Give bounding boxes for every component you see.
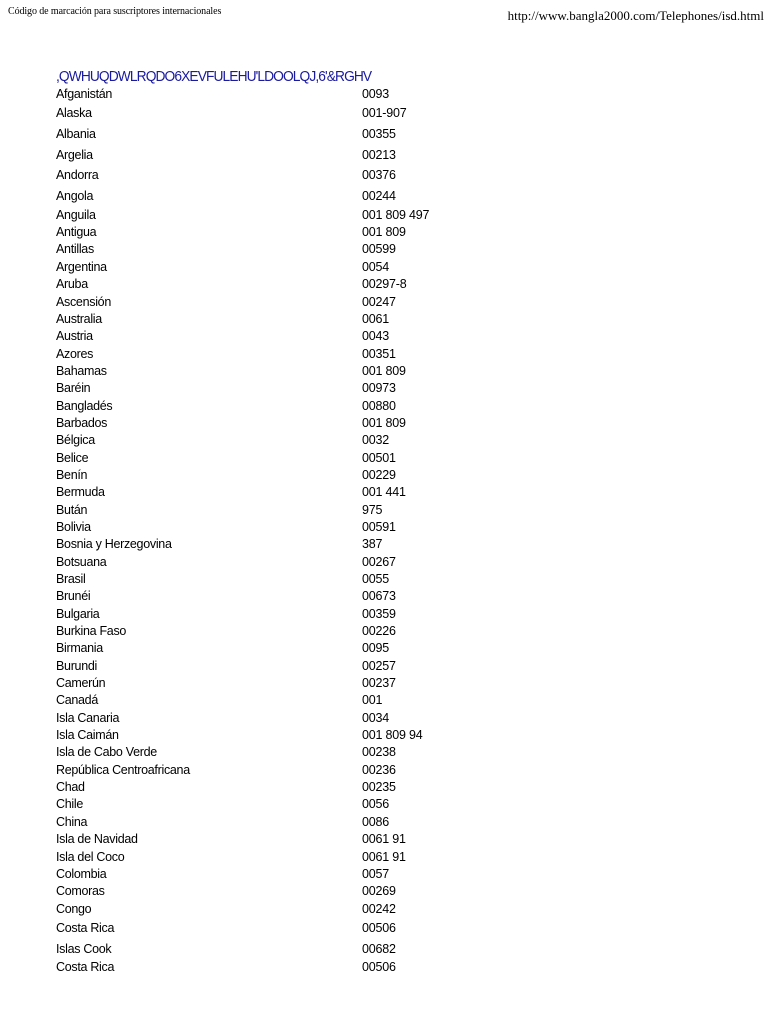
table-row: [56, 363, 516, 380]
country-name: Burkina Faso: [56, 624, 127, 639]
table-row: [56, 165, 516, 186]
table-row: [56, 849, 516, 866]
country-name: Antillas: [56, 242, 94, 257]
table-row: [56, 380, 516, 397]
dialing-code: 00506: [362, 960, 396, 975]
country-name: Alaska: [56, 106, 92, 121]
dialing-code: 0056: [362, 797, 390, 812]
table-row: [56, 311, 516, 328]
dialing-code: 0057: [362, 866, 390, 881]
country-name: Isla Caimán: [56, 728, 119, 743]
table-row: [56, 623, 516, 640]
country-name: Bosnia y Herzegovina: [56, 537, 172, 552]
table-row: [56, 502, 516, 519]
dialing-code: 00506: [362, 920, 396, 935]
country-name: Bahamas: [56, 363, 107, 378]
dialing-code: 0043: [362, 329, 390, 344]
table-row: [56, 883, 516, 900]
country-name: Aruba: [56, 277, 88, 292]
table-row: [56, 779, 516, 796]
table-row: [56, 450, 516, 467]
dialing-code: 001 809: [362, 415, 406, 430]
table-row: [56, 901, 516, 918]
source-url: http://www.bangla2000.com/Telephones/isd.html: [507, 8, 764, 23]
table-row: [56, 866, 516, 883]
dialing-code: 00242: [362, 901, 396, 916]
table-row: [56, 124, 516, 145]
dialing-code: 00213: [362, 147, 396, 162]
dialing-code: 00226: [362, 624, 396, 639]
country-name: Afganistán: [56, 87, 113, 101]
table-row: [56, 415, 516, 432]
table-row: [56, 103, 516, 124]
table-row: [56, 762, 516, 779]
page-heading: ,QWHUQDWLRQDO6XEVFULEHU'LDOOLQJ,6'&RGHV: [56, 68, 372, 85]
table-row: [56, 484, 516, 501]
dialing-code: 00599: [362, 242, 396, 257]
table-row: [56, 692, 516, 709]
country-name: Canadá: [56, 693, 98, 708]
dialing-code: 0093: [362, 87, 390, 101]
table-row: [56, 145, 516, 166]
dialing-code: 0055: [362, 572, 390, 586]
country-name: Brunéi: [56, 589, 91, 604]
dialing-code: 00359: [362, 606, 396, 621]
table-row: [56, 186, 516, 207]
country-name: Australia: [56, 311, 102, 326]
country-name: Bolivia: [56, 519, 91, 534]
country-name: Birmania: [56, 641, 103, 656]
country-name: Costa Rica: [56, 920, 115, 935]
country-name: Antigua: [56, 225, 97, 240]
dialing-code: 001 809 497: [362, 207, 430, 222]
country-name: Costa Rica: [56, 960, 115, 975]
table-row: [56, 259, 516, 276]
document-title: Código de marcación para suscriptores internacionales: [8, 6, 222, 17]
dialing-code: 001-907: [362, 106, 407, 121]
country-name: Angola: [56, 189, 94, 204]
country-name: Argentina: [56, 259, 107, 274]
country-name: Comoras: [56, 884, 105, 899]
table-row: [56, 658, 516, 675]
table-row: [56, 467, 516, 484]
table-row: [56, 606, 516, 623]
dialing-code: 00257: [362, 658, 396, 673]
table-row: [56, 294, 516, 311]
table-row: [56, 727, 516, 744]
dialing-code: 00682: [362, 941, 396, 956]
table-row: [56, 224, 516, 241]
country-name: Baréin: [56, 381, 91, 396]
country-name: Isla del Coco: [56, 849, 125, 864]
country-name: Chile: [56, 797, 83, 812]
country-name: Colombia: [56, 866, 107, 881]
country-name: República Centroafricana: [56, 762, 190, 777]
dialing-code: 0032: [362, 433, 390, 448]
dialing-code: 0095: [362, 641, 390, 656]
table-row: [56, 675, 516, 692]
country-name: Bélgica: [56, 433, 95, 448]
dialing-code: 00238: [362, 745, 396, 760]
country-name: Benín: [56, 467, 88, 482]
country-name: Belice: [56, 450, 89, 465]
dialing-code: 00591: [362, 519, 396, 534]
dialing-code: 975: [362, 502, 383, 517]
dialing-code: 0034: [362, 710, 390, 725]
table-row: [56, 796, 516, 813]
table-row: [56, 959, 516, 976]
dialing-code: 0061 91: [362, 832, 406, 847]
table-row: [56, 519, 516, 536]
country-name: China: [56, 814, 88, 829]
country-name: Islas Cook: [56, 941, 112, 956]
dialing-code: 001: [362, 693, 383, 708]
country-name: Congo: [56, 901, 92, 916]
country-name: Isla de Cabo Verde: [56, 745, 157, 760]
dialing-code: 0086: [362, 814, 390, 829]
dialing-code: 00237: [362, 676, 396, 691]
country-name: Anguila: [56, 207, 96, 222]
country-name: Bangladés: [56, 398, 113, 413]
country-name: Isla Canaria: [56, 710, 120, 725]
dialing-code: 00297-8: [362, 277, 407, 292]
country-name: Chad: [56, 780, 85, 795]
country-name: Azores: [56, 346, 94, 361]
table-row: [56, 346, 516, 363]
country-name: Bután: [56, 502, 88, 517]
country-name: Argelia: [56, 147, 93, 162]
table-row: [56, 571, 516, 588]
country-name: Camerún: [56, 676, 106, 691]
dialing-code: 001 809: [362, 225, 406, 240]
dialing-code: 00973: [362, 381, 396, 396]
dialing-code: 00501: [362, 450, 396, 465]
table-row: [56, 536, 516, 553]
country-name: Botsuana: [56, 554, 107, 569]
country-name: Austria: [56, 329, 93, 344]
country-name: Andorra: [56, 168, 99, 183]
dialing-code: 0061 91: [362, 849, 406, 864]
country-name: Burundi: [56, 658, 97, 673]
dialing-code: 00247: [362, 294, 396, 309]
dialing-code: 0061: [362, 311, 390, 326]
table-row: [56, 744, 516, 761]
dialing-code: 00269: [362, 884, 396, 899]
print-header: [8, 6, 764, 22]
country-name: Albania: [56, 127, 96, 142]
table-row: [56, 276, 516, 293]
table-row: [56, 432, 516, 449]
table-row: [56, 710, 516, 727]
country-name: Bulgaria: [56, 606, 100, 621]
table-row: [56, 640, 516, 657]
dialing-code: 00244: [362, 189, 396, 204]
dialing-code: 00351: [362, 346, 396, 361]
table-row: [56, 554, 516, 571]
dialing-code: 00267: [362, 554, 396, 569]
table-row: [56, 831, 516, 848]
dialing-code: 00355: [362, 127, 396, 142]
country-name: Bermuda: [56, 485, 105, 500]
dialing-codes-table: [56, 86, 516, 977]
dialing-code: 001 441: [362, 485, 406, 500]
dialing-code: 001 809: [362, 363, 406, 378]
table-row: [56, 814, 516, 831]
dialing-code: 001 809 94: [362, 728, 423, 743]
dialing-code: 0054: [362, 259, 390, 274]
table-row: [56, 207, 516, 224]
table-row: [56, 398, 516, 415]
country-name: Barbados: [56, 415, 108, 430]
table-row: [56, 328, 516, 345]
dialing-code: 00880: [362, 398, 396, 413]
table-row: [56, 86, 516, 103]
country-name: Isla de Navidad: [56, 832, 138, 847]
dialing-code: 00229: [362, 467, 396, 482]
table-row: [56, 241, 516, 258]
country-name: Brasil: [56, 572, 86, 586]
dialing-code: 00376: [362, 168, 396, 183]
table-row: [56, 588, 516, 605]
table-row: [56, 918, 516, 939]
dialing-code: 387: [362, 537, 383, 552]
table-row: [56, 939, 516, 960]
dialing-code: 00235: [362, 780, 396, 795]
dialing-code: 00673: [362, 589, 396, 604]
dialing-code: 00236: [362, 762, 396, 777]
country-name: Ascensión: [56, 294, 111, 309]
